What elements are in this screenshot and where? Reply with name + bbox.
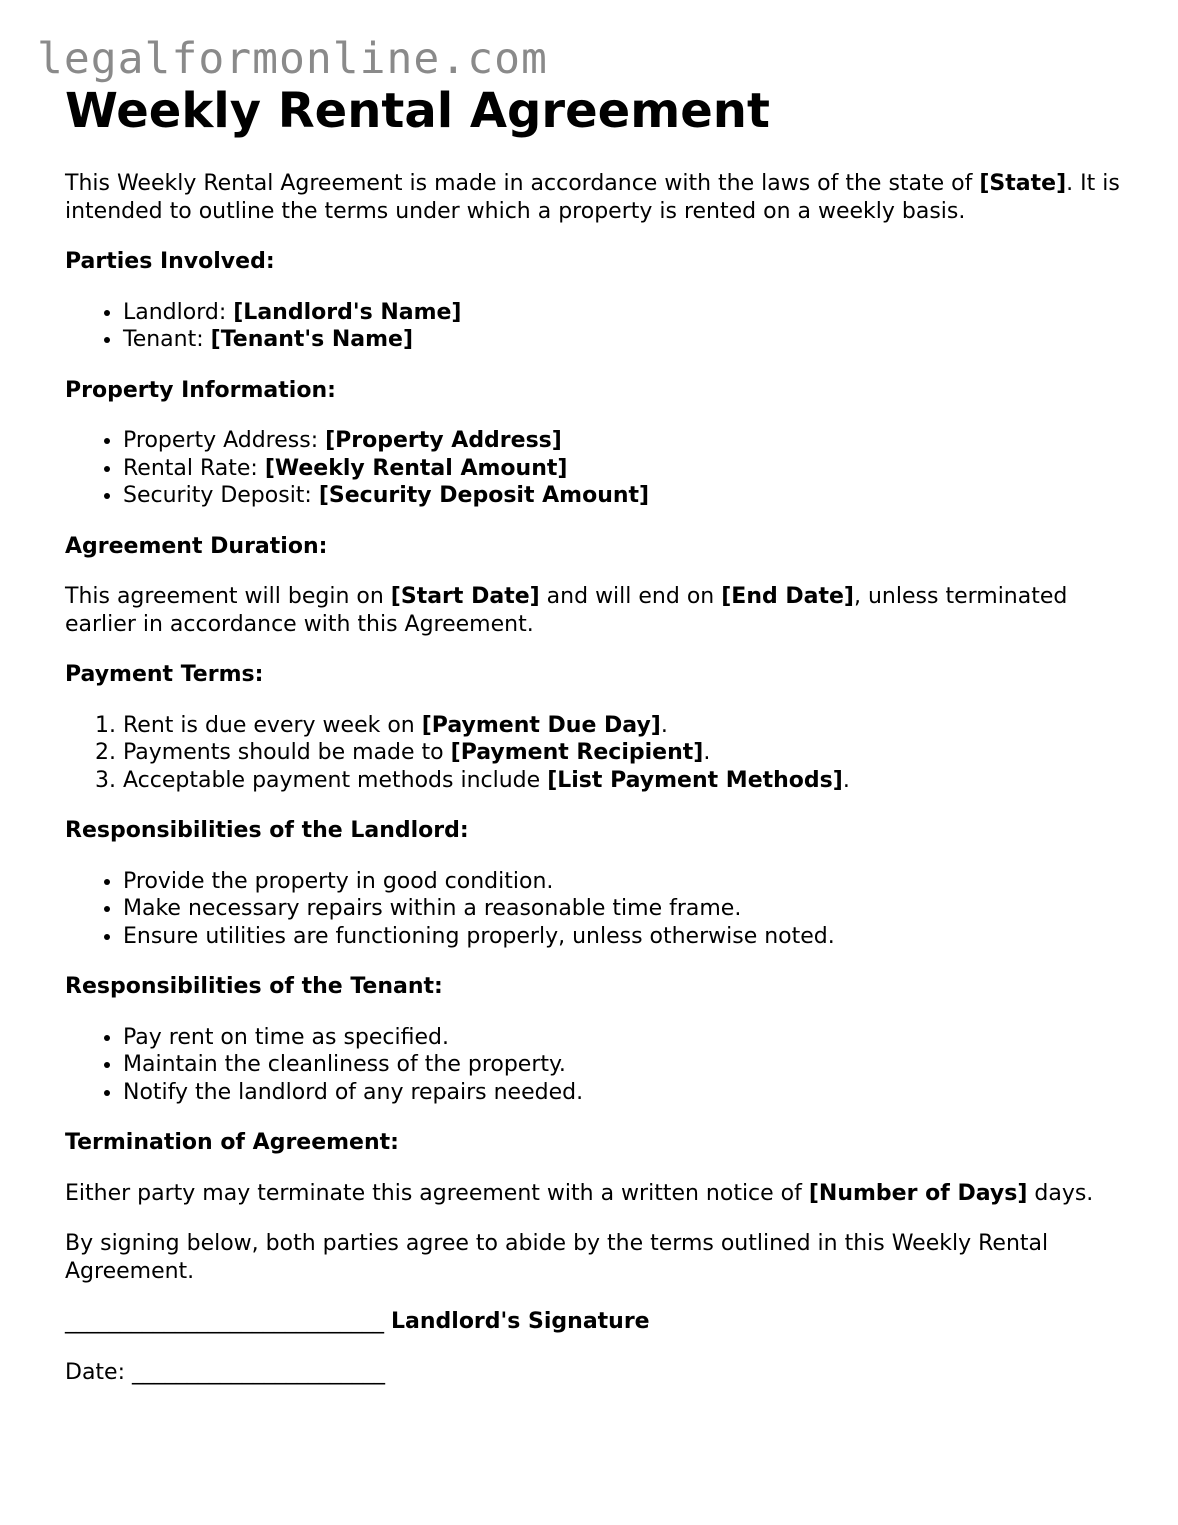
rate-label: Rental Rate: xyxy=(123,455,265,481)
payment-heading: Payment Terms: xyxy=(65,662,264,687)
date-line[interactable] xyxy=(65,1359,1135,1387)
payment-text: Acceptable payment methods include xyxy=(123,767,548,793)
days-placeholder: [Number of Days] xyxy=(808,1180,1028,1206)
list-item xyxy=(123,427,1135,455)
duration-text-2: and will end on xyxy=(539,584,722,609)
parties-heading: Parties Involved: xyxy=(65,249,275,274)
termination-heading: Termination of Agreement: xyxy=(65,1130,399,1155)
payment-day-placeholder: [Payment Due Day] xyxy=(421,712,661,738)
address-label: Property Address: xyxy=(123,428,326,453)
tenant-name-placeholder: [Tenant's Name] xyxy=(210,327,414,352)
termination-paragraph xyxy=(65,1180,1135,1208)
signature-underline[interactable]: _____________________________ xyxy=(65,1309,384,1334)
parties-list xyxy=(65,299,1135,354)
list-item xyxy=(123,455,1135,483)
duration-heading: Agreement Duration: xyxy=(65,533,328,559)
list-item xyxy=(123,326,1135,354)
property-heading: Property Information: xyxy=(65,377,336,403)
landlord-responsibilities-list xyxy=(65,868,1135,951)
termination-text-2: days. xyxy=(1027,1180,1094,1206)
list-item xyxy=(123,712,1135,740)
list-item: • Provide the property in good condition. xyxy=(123,868,1135,896)
intro-text-2: . It is intended to outline the terms under which a property is rented on a weekly basis. xyxy=(65,171,1120,224)
state-placeholder: [State] xyxy=(979,171,1067,196)
rate-placeholder: [Weekly Rental Amount] xyxy=(264,455,568,481)
tenant-responsibilities-list xyxy=(65,1024,1135,1107)
end-date-placeholder: [End Date] xyxy=(721,584,854,609)
landlord-name-placeholder: [Landlord's Name] xyxy=(233,299,462,325)
list-item: • Notify the landlord of any repairs needed. xyxy=(123,1079,1135,1107)
date-label: Date: xyxy=(65,1359,132,1385)
payment-methods-placeholder: [List Payment Methods] xyxy=(547,767,843,793)
deposit-placeholder: [Security Deposit Amount] xyxy=(318,483,650,508)
tenant-label: Tenant: xyxy=(123,327,211,352)
duration-paragraph xyxy=(65,583,1135,638)
duration-text-3: , unless terminated earlier in accordance with this Agreement. xyxy=(65,584,1068,637)
list-item xyxy=(123,299,1135,327)
payment-text: Payments should be made to xyxy=(123,740,451,765)
closing-paragraph: By signing below, both parties agree to abide by the terms outlined in this Weekly Rental Agreement. xyxy=(65,1231,1049,1284)
date-underline[interactable]: _______________________ xyxy=(132,1359,385,1385)
tenant-responsibilities-heading: Responsibilities of the Tenant: xyxy=(65,974,443,999)
list-item xyxy=(123,767,1135,795)
period: . xyxy=(842,767,850,793)
address-placeholder: [Property Address] xyxy=(325,428,562,453)
payment-recipient-placeholder: [Payment Recipient] xyxy=(450,740,704,765)
signature-label: Landlord's Signature xyxy=(391,1309,650,1334)
page-title: Weekly Rental Agreement xyxy=(65,83,770,139)
termination-text: Either party may terminate this agreement with a written notice of xyxy=(65,1180,809,1206)
document xyxy=(65,83,1135,1386)
payment-text: Rent is due every week on xyxy=(123,712,422,738)
landlord-responsibilities-heading: Responsibilities of the Landlord: xyxy=(65,818,469,843)
list-item xyxy=(123,739,1135,767)
intro-text: This Weekly Rental Agreement is made in accordance with the laws of the state of xyxy=(65,171,980,196)
deposit-label: Security Deposit: xyxy=(123,483,319,508)
duration-text: This agreement will begin on xyxy=(65,584,391,609)
intro-paragraph xyxy=(65,170,1135,225)
period: . xyxy=(660,712,668,738)
watermark: legalformonline.com xyxy=(37,34,548,84)
payment-list xyxy=(65,712,1135,795)
property-list xyxy=(65,427,1135,510)
list-item: • Maintain the cleanliness of the property. xyxy=(123,1051,1135,1079)
start-date-placeholder: [Start Date] xyxy=(390,584,540,609)
landlord-signature-line[interactable] xyxy=(65,1308,1135,1336)
period: . xyxy=(703,740,711,765)
list-item: • Ensure utilities are functioning properly, unless otherwise noted. xyxy=(123,923,1135,951)
landlord-label: Landlord: xyxy=(123,299,234,325)
list-item: • Make necessary repairs within a reasonable time frame. xyxy=(123,895,1135,923)
list-item xyxy=(123,482,1135,510)
list-item: • Pay rent on time as specified. xyxy=(123,1024,1135,1052)
